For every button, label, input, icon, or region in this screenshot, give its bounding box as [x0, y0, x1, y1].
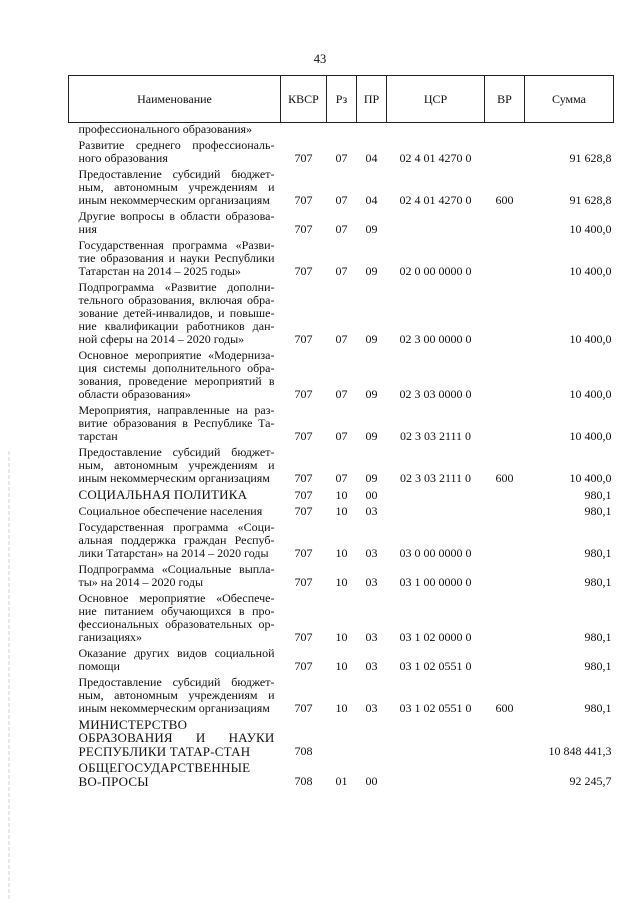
cell-name: Государственная программа «Соци-альная поддержка граждан Респуб-лики Татарстан» на 2014 – 2020 годы: [78, 519, 275, 560]
cell-csr: 02 0 00 0000 0: [399, 264, 472, 278]
cell-vr: [485, 518, 525, 560]
cell-sum: 10 400,0: [569, 429, 612, 443]
cell-name: Предоставление субсидий бюджет-ным, автономным учреждениям и иным некоммерческим организациям: [78, 674, 275, 715]
cell-csr: [387, 502, 485, 518]
cell-sum: 91 628,8: [569, 151, 612, 165]
cell-rz: 07: [335, 471, 348, 485]
cell-name: Развитие среднего профессиональ-ного образования: [78, 138, 275, 165]
page-number: 43: [313, 52, 327, 66]
cell-kvsr: 707: [294, 387, 313, 401]
cell-name: Подпрограмма «Развитие дополни-тельного образования, включая обра-зование детей-инвалидов, и повыше-ние квалификации работников дан-ной сферы на 2014 – 2020 годы»: [78, 280, 275, 346]
cell-pr: 09: [365, 332, 378, 346]
column-header-sum: Сумма: [525, 76, 614, 123]
cell-csr: 02 3 03 2111 0: [399, 471, 472, 485]
cell-vr: [485, 758, 525, 788]
cell-pr: [357, 715, 387, 759]
column-header-kvsr: КВСР: [281, 76, 327, 123]
table-row: [69, 236, 614, 278]
table-row: [69, 123, 614, 137]
cell-rz: 10: [335, 545, 348, 560]
cell-kvsr: 707: [294, 193, 313, 207]
cell-name: МИНИСТЕРСТВО ОБРАЗОВАНИЯ И НАУКИ РЕСПУБЛИКИ ТАТАР-СТАН: [78, 716, 275, 759]
cell-name: СОЦИАЛЬНАЯ ПОЛИТИКА: [78, 487, 248, 502]
cell-sum: 91 628,8: [569, 193, 612, 207]
cell-rz: 10: [335, 629, 348, 644]
cell-vr: 600: [495, 700, 514, 715]
cell-name: Предоставление субсидий бюджет-ным, автономным учреждениям и иным некоммерческим организациям: [78, 445, 275, 485]
cell-rz: 07: [335, 387, 348, 401]
cell-kvsr: 708: [294, 774, 313, 788]
cell-sum: 10 848 441,3: [548, 744, 612, 758]
table-row: [69, 502, 614, 518]
cell-sum: 10 400,0: [569, 222, 612, 236]
table-row: [69, 207, 614, 236]
cell-pr: 00: [365, 487, 378, 502]
cell-rz: 10: [335, 503, 348, 518]
cell-pr: 03: [365, 658, 378, 673]
column-header-rz: Рз: [327, 76, 357, 123]
cell-csr: 02 4 01 4270 0: [399, 151, 472, 165]
cell-name: Государственная программа «Разви-тие образования и науки Республики Татарстан на 2014 – 2025 годы»: [78, 238, 275, 278]
table-row: [69, 278, 614, 346]
cell-rz: 07: [335, 429, 348, 443]
cell-kvsr: 707: [294, 487, 313, 502]
cell-sum: 980,1: [584, 503, 612, 518]
cell-csr: 02 3 03 2111 0: [399, 429, 472, 443]
cell-pr: 09: [365, 429, 378, 443]
table-row: [69, 715, 614, 759]
cell-name: Социальное обеспечение населения: [78, 503, 263, 518]
table-row: [69, 485, 614, 502]
table-row: [69, 443, 614, 485]
cell-name: Оказание других видов социальной помощи: [78, 645, 275, 673]
cell-sum: 10 400,0: [569, 332, 612, 346]
cell-pr: 09: [365, 222, 378, 236]
cell-vr: [485, 485, 525, 502]
cell-rz: 07: [335, 222, 348, 236]
cell-csr: [387, 715, 485, 759]
table-row: [69, 644, 614, 673]
column-header-vr: ВР: [485, 76, 525, 123]
cell-sum: 980,1: [584, 700, 612, 715]
cell-pr: 03: [365, 574, 378, 589]
cell-name: ОБЩЕГОСУДАРСТВЕННЫЕ ВО-ПРОСЫ: [78, 760, 251, 789]
cell-vr: [485, 136, 525, 165]
cell-kvsr: 707: [294, 700, 313, 715]
cell-rz: 10: [335, 658, 348, 673]
scan-artifact: [8, 450, 10, 900]
cell-csr: 02 4 01 4270 0: [399, 193, 472, 207]
cell-csr: 03 1 02 0551 0: [399, 658, 472, 673]
cell-csr: 02 3 03 0000 0: [399, 387, 472, 401]
cell-csr: 03 1 00 0000 0: [399, 574, 472, 589]
cell-kvsr: 707: [294, 222, 313, 236]
cell-name: Основное мероприятие «Модерниза-ция системы дополнительного обра-зования, проведение мероприятий в области образования»: [78, 348, 275, 401]
cell-rz: 07: [335, 193, 348, 207]
table-row: [69, 560, 614, 589]
table-body: [69, 123, 614, 789]
cell-sum: 10 400,0: [569, 387, 612, 401]
cell-sum: 980,1: [584, 487, 612, 502]
cell-csr: [387, 123, 485, 137]
cell-kvsr: 707: [294, 264, 313, 278]
cell-pr: 03: [365, 629, 378, 644]
cell-csr: 03 1 02 0551 0: [399, 700, 472, 715]
cell-kvsr: 707: [294, 503, 313, 518]
table-row: [69, 518, 614, 560]
cell-rz: 10: [335, 700, 348, 715]
cell-vr: [485, 401, 525, 443]
column-header-name: Наименование: [69, 76, 281, 123]
cell-kvsr: 707: [294, 545, 313, 560]
table-row: [69, 401, 614, 443]
cell-rz: 07: [335, 332, 348, 346]
cell-csr: [387, 485, 485, 502]
column-header-pr: ПР: [357, 76, 387, 123]
cell-pr: 04: [365, 151, 378, 165]
table-row: [69, 673, 614, 715]
cell-rz: [327, 715, 357, 759]
cell-csr: [387, 758, 485, 788]
cell-pr: 09: [365, 471, 378, 485]
cell-pr: 03: [365, 545, 378, 560]
cell-rz: 07: [335, 151, 348, 165]
table-row: [69, 136, 614, 165]
cell-kvsr: 707: [294, 429, 313, 443]
cell-kvsr: 707: [294, 574, 313, 589]
cell-sum: 10 400,0: [569, 471, 612, 485]
cell-pr: 09: [365, 264, 378, 278]
cell-vr: [485, 207, 525, 236]
cell-rz: [327, 123, 357, 137]
cell-sum: 980,1: [584, 545, 612, 560]
cell-rz: 10: [335, 487, 348, 502]
cell-name: Подпрограмма «Социальные выпла-ты» на 2014 – 2020 годы: [78, 561, 275, 589]
cell-sum: 10 400,0: [569, 264, 612, 278]
cell-vr: [485, 236, 525, 278]
cell-sum: 980,1: [584, 574, 612, 589]
cell-csr: 03 1 02 0000 0: [399, 629, 472, 644]
cell-vr: [485, 715, 525, 759]
cell-kvsr: 707: [294, 471, 313, 485]
cell-sum: 92 245,7: [569, 774, 612, 788]
cell-sum: 980,1: [584, 629, 612, 644]
cell-name: профессионального образования»: [78, 122, 253, 136]
cell-vr: 600: [495, 193, 514, 207]
cell-name: Предоставление субсидий бюджет-ным, автономным учреждениям и иным некоммерческим организациям: [78, 167, 275, 207]
cell-vr: [485, 278, 525, 346]
cell-rz: 10: [335, 574, 348, 589]
cell-pr: [357, 123, 387, 137]
column-header-csr: ЦСР: [387, 76, 485, 123]
table-row: [69, 165, 614, 207]
cell-pr: 00: [365, 774, 378, 788]
cell-csr: 02 3 00 0000 0: [399, 332, 472, 346]
cell-vr: 600: [495, 471, 514, 485]
cell-csr: [387, 207, 485, 236]
cell-kvsr: 707: [294, 151, 313, 165]
cell-pr: 03: [365, 503, 378, 518]
table-row: [69, 346, 614, 401]
cell-kvsr: 707: [294, 658, 313, 673]
cell-vr: [485, 560, 525, 589]
cell-kvsr: [281, 123, 327, 137]
cell-kvsr: 707: [294, 629, 313, 644]
cell-rz: 07: [335, 264, 348, 278]
cell-sum: [525, 123, 614, 137]
cell-name: Мероприятия, направленные на раз-витие образования в Республике Та-тарстан: [78, 403, 275, 443]
cell-vr: [485, 346, 525, 401]
table-row: [69, 758, 614, 788]
cell-vr: [485, 502, 525, 518]
cell-name: Основное мероприятие «Обеспече-ние питанием обучающихся в про-фессиональных образовательных ор-ганизациях»: [78, 590, 275, 644]
cell-kvsr: 708: [294, 744, 313, 758]
cell-vr: [485, 644, 525, 673]
cell-csr: 03 0 00 0000 0: [399, 545, 472, 560]
cell-vr: [485, 589, 525, 644]
cell-pr: 03: [365, 700, 378, 715]
cell-rz: 01: [335, 774, 348, 788]
table-header: [69, 76, 614, 123]
cell-name: Другие вопросы в области образова-ния: [78, 209, 275, 236]
cell-kvsr: 707: [294, 332, 313, 346]
cell-vr: [485, 123, 525, 137]
cell-pr: 04: [365, 193, 378, 207]
table-row: [69, 589, 614, 644]
budget-table: [68, 75, 614, 788]
cell-pr: 09: [365, 387, 378, 401]
cell-sum: 980,1: [584, 658, 612, 673]
